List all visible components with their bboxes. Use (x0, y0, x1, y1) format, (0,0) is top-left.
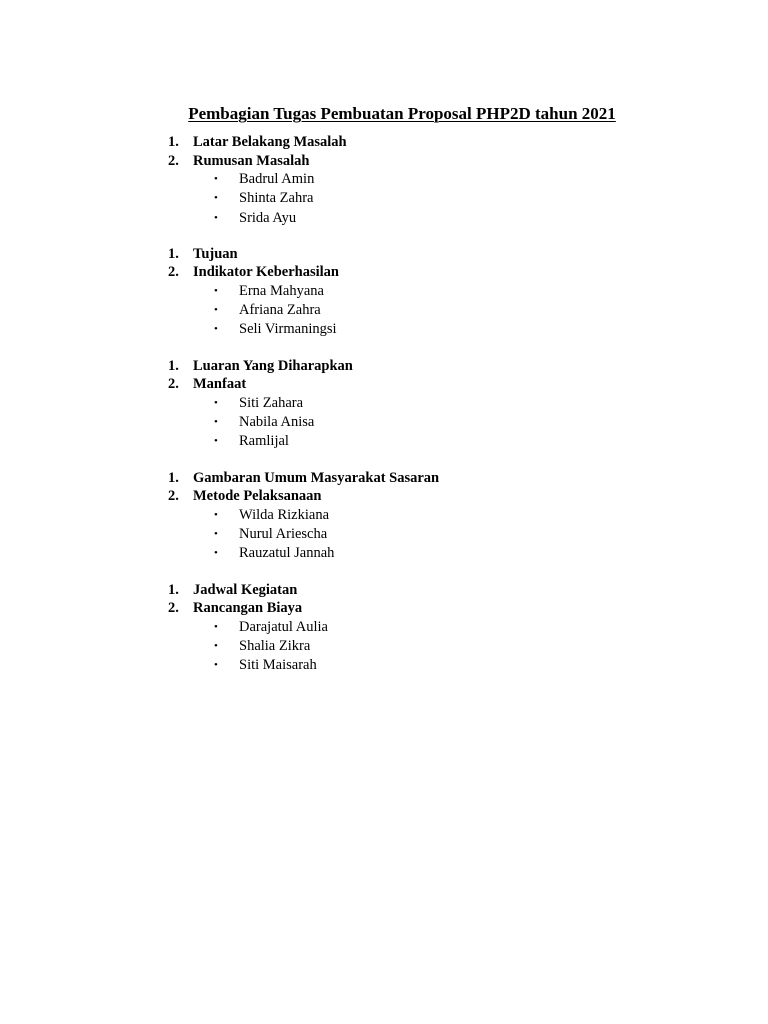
topic-item (0, 152, 768, 171)
topic-item (0, 245, 768, 264)
bullet-icon: • (214, 416, 218, 429)
member-item (0, 282, 768, 301)
topic-label: Metode Pelaksanaan (193, 488, 322, 505)
bullet-icon: • (214, 639, 218, 652)
topic-item (0, 375, 768, 394)
member-name: Darajatul Aulia (239, 618, 328, 635)
member-name: Wilda Rizkiana (239, 506, 330, 523)
bullet-icon: • (214, 192, 218, 205)
bullet-icon: • (214, 435, 218, 448)
bullet-icon: • (214, 173, 218, 185)
member-name: Siti Maisarah (239, 657, 317, 674)
member-name: Siti Zahara (239, 394, 304, 411)
member-item (0, 432, 768, 451)
bullet-icon: • (214, 323, 218, 336)
topic-number: 2. (168, 488, 179, 505)
topic-number: 2. (168, 152, 179, 169)
member-name: Seli Virmaningsi (239, 321, 337, 338)
topic-label: Manfaat (193, 376, 247, 393)
member-item (0, 525, 768, 544)
bullet-icon: • (214, 659, 218, 672)
task-group (0, 133, 768, 228)
member-item (0, 320, 768, 339)
member-name: Shalia Zikra (239, 637, 311, 654)
topic-label: Jadwal Kegiatan (193, 581, 298, 598)
topic-number: 1. (168, 357, 179, 374)
bullet-icon: • (214, 547, 218, 560)
document-title: Pembagian Tugas Pembuatan Proposal PHP2D tahun 2021 (188, 104, 616, 123)
member-name: Nabila Anisa (239, 414, 315, 431)
bullet-icon: • (214, 527, 218, 540)
topic-label: Indikator Keberhasilan (193, 264, 339, 281)
topic-item (0, 469, 768, 488)
topic-label: Luaran Yang Diharapkan (193, 357, 353, 374)
task-group (0, 469, 768, 564)
bullet-icon: • (214, 396, 218, 409)
topic-label: Gambaran Umum Masyarakat Sasaran (193, 469, 440, 486)
topic-number: 1. (168, 134, 179, 150)
member-item (0, 301, 768, 320)
topic-number: 1. (168, 581, 179, 598)
bullet-icon: • (214, 620, 218, 633)
topic-label: Rancangan Biaya (193, 600, 303, 617)
member-item (0, 170, 768, 189)
member-name: Badrul Amin (239, 171, 315, 187)
member-item (0, 506, 768, 525)
topic-label: Tujuan (193, 245, 238, 262)
member-item (0, 637, 768, 656)
task-group (0, 581, 768, 676)
bullet-icon: • (214, 508, 218, 521)
topic-item (0, 599, 768, 618)
member-item (0, 618, 768, 637)
topic-item (0, 263, 768, 282)
topic-number: 2. (168, 600, 179, 617)
topic-item (0, 487, 768, 506)
member-name: Ramlijal (239, 433, 289, 450)
member-item (0, 209, 768, 228)
member-item (0, 544, 768, 563)
member-name: Srida Ayu (239, 209, 297, 226)
member-item (0, 394, 768, 413)
topic-number: 1. (168, 245, 179, 262)
topic-label: Latar Belakang Masalah (193, 134, 347, 150)
topic-number: 2. (168, 376, 179, 393)
member-name: Rauzatul Jannah (239, 545, 335, 562)
member-item (0, 656, 768, 675)
topic-item (0, 357, 768, 376)
bullet-icon: • (214, 211, 218, 224)
task-groups (0, 133, 768, 692)
member-name: Nurul Ariescha (239, 525, 328, 542)
bullet-icon: • (214, 284, 218, 297)
member-name: Shinta Zahra (239, 190, 314, 207)
task-group (0, 357, 768, 452)
member-item (0, 189, 768, 208)
member-name: Afriana Zahra (239, 302, 321, 319)
member-item (0, 413, 768, 432)
topic-item (0, 581, 768, 600)
member-name: Erna Mahyana (239, 282, 324, 299)
topic-label: Rumusan Masalah (193, 152, 310, 169)
bullet-icon: • (214, 304, 218, 317)
topic-number: 2. (168, 264, 179, 281)
topic-number: 1. (168, 469, 179, 486)
topic-item (0, 133, 768, 152)
task-group (0, 245, 768, 340)
